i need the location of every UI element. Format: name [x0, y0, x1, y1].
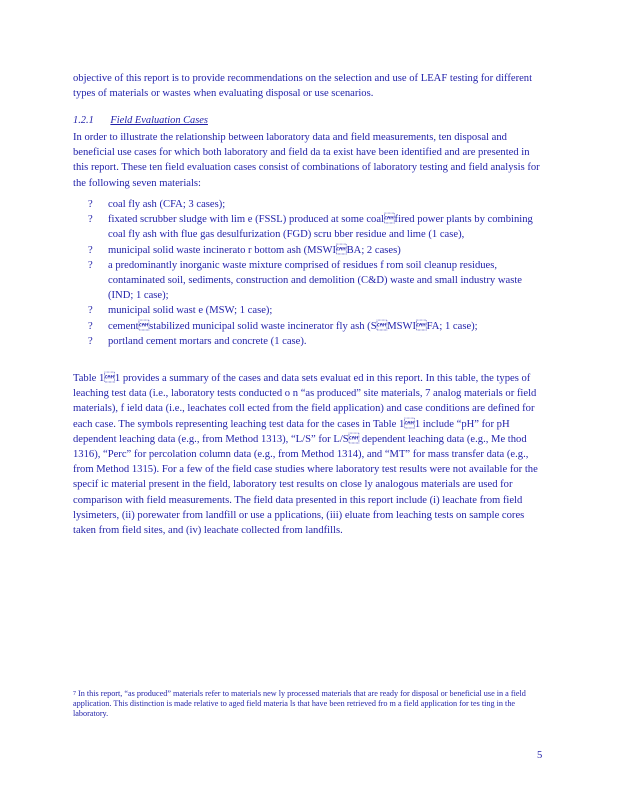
list-item-text: cementstabilized municipal solid waste incinerator fly ash (SMSWIFA; 1 case);	[108, 320, 478, 332]
bullet-mark: ?	[88, 320, 93, 332]
list-item-text: municipal solid waste incinerato r bottom ash (MSWIBA; 2 cases)	[108, 244, 401, 256]
bullet-mark: ?	[88, 244, 93, 256]
page-number: 5	[537, 750, 543, 761]
list-item	[88, 303, 548, 318]
body-paragraph-2: Table 11 provides a summary of the cases and data sets evaluat ed in this report. In this table, the types of leaching test data (i.e., laboratory tests conducted o n “as produced” site materials, 7 analog materials or field materials), f ield data (i.e., leachates coll ected from the field application) and case conditions are defined for each case. The symbols representing leaching test data for the cases in Table 11 include “pH” for pH dependent leaching data (e.g., from Method 1313), “L/S” for L/S dependent leaching data (e.g., Me thod 1316), “Perc” for percolation column data (e.g., from Method 1314), and “MT” for mass transfer data (e.g., from Method 1315). For a few of the field case studies where laboratory test results were not available for the specif ic material present in the field, laboratory test results on close ly analogous materials are used for comparison with field measurements. The field data presented in this report include (i) leachate from field lysimeters, (ii) porewater from landfill or use a pplications, (iii) eluate from leaching tests on sample cores taken from field sites, and (iv) leachate collected from landfills.	[73, 373, 538, 537]
body-paragraph-1: In order to illustrate the relationship between laboratory data and field measurements, ten disposal and beneficial use cases for which both laboratory and field da ta exist have been identified and are presented in this report. These ten field evaluation cases consist of combinations of laboratory testing and field analysis for the following seven materials:	[73, 132, 540, 189]
bullet-mark: ?	[88, 199, 93, 210]
list-item	[88, 212, 548, 242]
list-item-text: a predominantly inorganic waste mixture comprised of residues f rom soil cleanup residues, contaminated soil, sediments, construction and demolition (C&D) waste and small industry waste (IND; 1 case);	[108, 259, 522, 302]
list-item	[88, 319, 548, 334]
list-item-text: coal fly ash (CFA; 3 cases);	[108, 199, 226, 210]
section-heading	[73, 113, 208, 128]
list-item	[88, 197, 548, 212]
section-title: Field Evaluation Cases	[110, 115, 208, 126]
bullet-mark: ?	[88, 335, 93, 347]
list-item-text: municipal solid wast e (MSW; 1 case);	[108, 305, 273, 317]
list-item	[88, 243, 548, 258]
bullet-mark: ?	[88, 259, 93, 271]
section-number: 1.2.1	[73, 115, 94, 126]
bullet-mark: ?	[88, 214, 93, 226]
list-item	[88, 334, 548, 349]
intro-paragraph: objective of this report is to provide recommendations on the selection and use of LEAF testing for different types of materials or wastes when evaluating disposal or use scenarios.	[73, 73, 533, 100]
list-item-text: portland cement mortars and concrete (1 case).	[108, 335, 307, 347]
footnote-marker: 7	[73, 691, 76, 697]
footnote-text: In this report, “as produced” materials refer to materials new ly processed materials that are ready for disposal or beneficial use in a field application. This distinction is made relative to aged field materia ls that have been retrieved fro m a field application for tes ting in the laboratory.	[73, 689, 526, 719]
footnote	[73, 689, 543, 720]
bullet-mark: ?	[88, 305, 93, 317]
list-item	[88, 258, 548, 304]
materials-list	[88, 197, 548, 349]
list-item-text: fixated scrubber sludge with lim e (FSSL) produced at some coalfired power plants by combining coal fly ash with flue gas desulfurization (FGD) scru bber residue and lime (1 case),	[108, 214, 533, 241]
